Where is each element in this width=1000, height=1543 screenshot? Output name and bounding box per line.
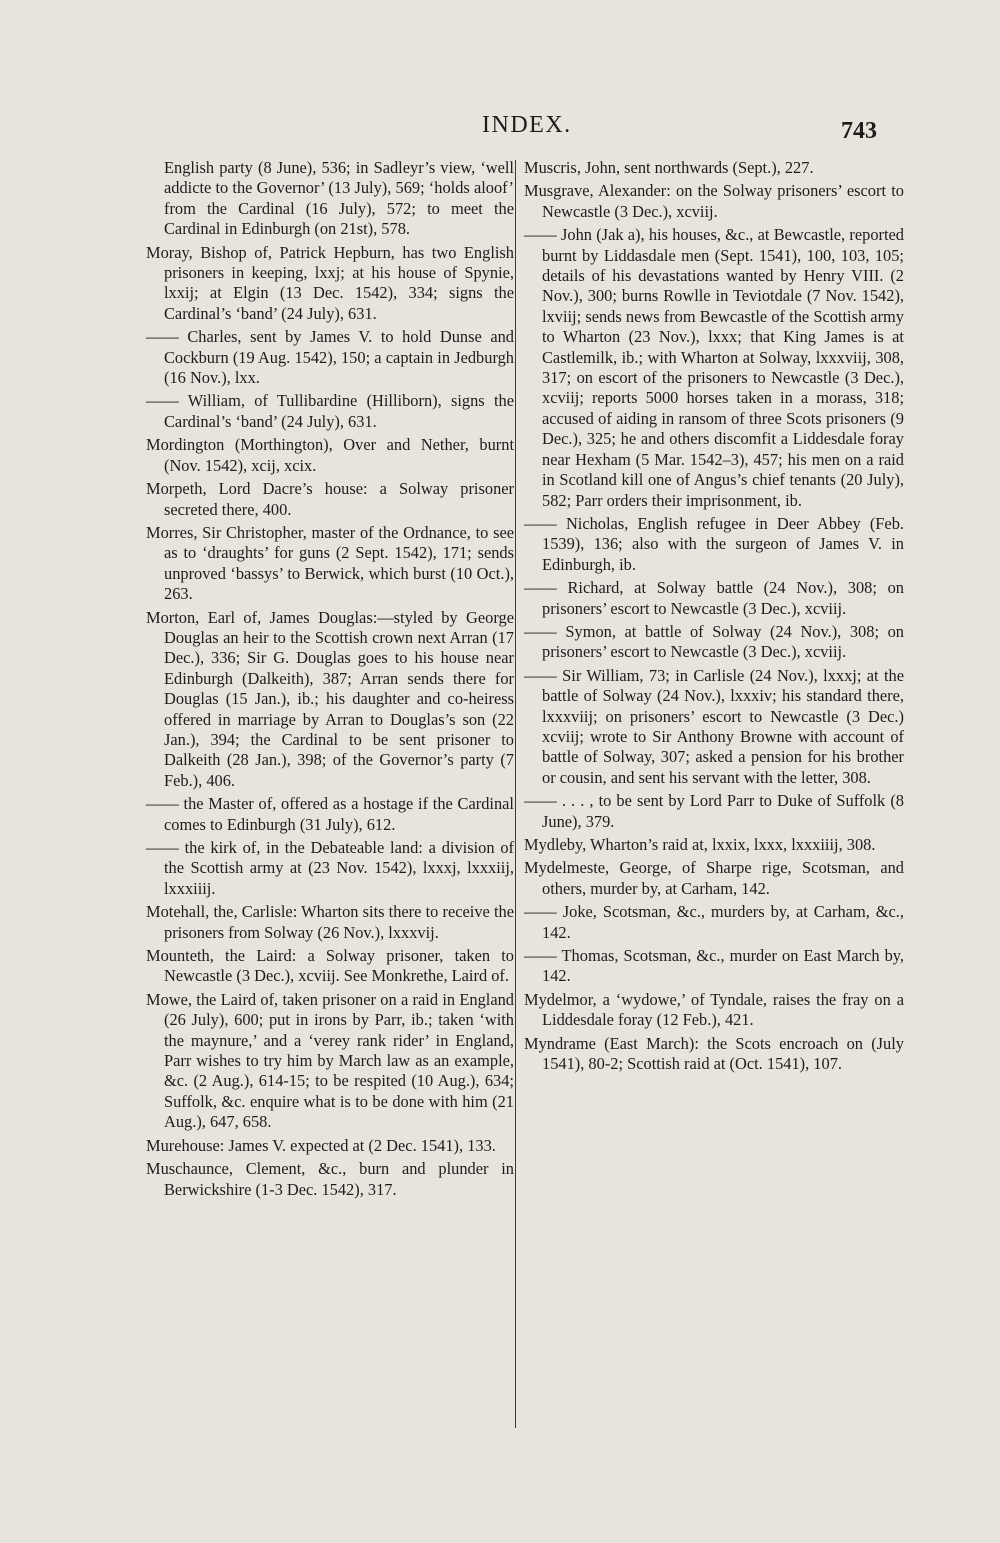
- index-entry: —— Richard, at Solway battle (24 Nov.), 308; on prisoners’ escort to Newcastle (3 Dec.), xcviij.: [524, 578, 904, 618]
- index-entry: —— John (Jak a), his houses, &c., at Bewcastle, reported burnt by Liddasdale men (Sept. 1541), 100, 103, 105; details of his devastations wanted by Henry VIII. (2 Nov.), 300; burns Rowlle in Teviotdale (7 Nov. 1542), lxviij; sends news from Bewcastle of the Scottish army to Wharton (23 Nov.), lxxx; that King James is at Castlemilk, ib.; with Wharton at Solway, lxxxviij, 308, 317; on escort of the prisoners to Newcastle (3 Dec.), xcviij; reports 5000 horses taken in a morass, 318; accused of aiding in ransom of three Scots prisoners (9 Dec.), 325; he and others discomfit a Liddesdale foray near Hexham (5 Mar. 1542–3), 457; his men on a raid in Scotland kill one of Angus’s chief tenants (20 July), 582; Parr orders their imprisonment, ib.: [524, 225, 904, 510]
- index-entry: Mydelmeste, George, of Sharpe rige, Scotsman, and others, murder by, at Carham, 142.: [524, 858, 904, 898]
- index-entry: Mydelmor, a ‘wydowe,’ of Tyndale, raises the fray on a Liddesdale foray (12 Feb.), 421.: [524, 989, 904, 1030]
- index-entry: Mordington (Morthington), Over and Nether, burnt (Nov. 1542), xcij, xcix.: [146, 435, 514, 475]
- index-entry: Morpeth, Lord Dacre’s house: a Solway prisoner secreted there, 400.: [146, 479, 514, 519]
- index-entry: Myndrame (East March): the Scots encroach on (July 1541), 80-2; Scottish raid at (Oct. 1541), 107.: [524, 1033, 904, 1074]
- index-entry: Moray, Bishop of, Patrick Hepburn, has two English prisoners in keeping, lxxj; at his house of Spynie, lxxij; at Elgin (13 Dec. 1542), 334; signs the Cardinal’s ‘band’ (24 July), 631.: [146, 242, 514, 323]
- index-entry: Mydleby, Wharton’s raid at, lxxix, lxxx, lxxxiiij, 308.: [524, 835, 876, 854]
- index-entry: —— . . . , to be sent by Lord Parr to Duke of Suffolk (8 June), 379.: [524, 791, 904, 831]
- index-entry: —— William, of Tullibardine (Hilliborn), signs the Cardinal’s ‘band’ (24 July), 631.: [146, 391, 514, 431]
- index-entry: Morton, Earl of, James Douglas:—styled by George Douglas an heir to the Scottish crown next Arran (17 Dec.), 336; Sir G. Douglas goes to his house near Edinburgh (Dalkeith), 387; Arran sends there for Douglas (15 Jan.), ib.; his daughter and co-heiress offered in marriage by Arran to Douglas’s son (22 Jan.), 394; the Cardinal to be sent prisoner to Dalkeith (28 Jan.), 398; of the Governor’s party (7 Feb.), 406.: [146, 607, 514, 790]
- index-entry: Motehall, the, Carlisle: Wharton sits there to receive the prisoners from Solway (26 Nov.), lxxxvij.: [146, 902, 514, 942]
- right-column: [524, 158, 904, 1077]
- index-entry: English party (8 June), 536; in Sadleyr’s view, ‘well addicte to the Governor’ (13 July), 569; ‘holds aloof’ from the Cardinal (16 July), 572; to meet the Cardinal in Edinburgh (on 21st), 578.: [164, 158, 514, 239]
- index-entry: Mowe, the Laird of, taken prisoner on a raid in England (26 July), 600; put in irons by Parr, ib.; taken ‘with the maynure,’ and a ‘verey rank rider’ in England, Parr wishes to try him by March law as an example, &c. (2 Aug.), 614-15; to be respited (10 Aug.), 634; Suffolk, &c. enquire what is to be done with him (21 Aug.), 647, 658.: [146, 989, 514, 1132]
- index-entry: Musgrave, Alexander: on the Solway prisoners’ escort to Newcastle (3 Dec.), xcviij.: [524, 181, 904, 221]
- running-title: INDEX.: [482, 112, 572, 138]
- index-entry: —— Nicholas, English refugee in Deer Abbey (Feb. 1539), 136; also with the surgeon of James V. in Edinburgh, ib.: [524, 513, 904, 574]
- index-entry: —— Symon, at battle of Solway (24 Nov.), 308; on prisoners’ escort to Newcastle (3 Dec.), xcviij.: [524, 621, 904, 662]
- index-entry: Muscris, John, sent northwards (Sept.), 227.: [524, 158, 814, 177]
- index-entry: Morres, Sir Christopher, master of the Ordnance, to see as to ‘draughts’ for guns (2 Sept. 1542), 171; sends unproved ‘bassys’ to Berwick, which burst (10 Oct.), 263.: [146, 522, 514, 604]
- index-entry: —— Charles, sent by James V. to hold Dunse and Cockburn (19 Aug. 1542), 150; a captain in Jedburgh (16 Nov.), lxx.: [146, 327, 514, 388]
- index-entry: Murehouse: James V. expected at (2 Dec. 1541), 133.: [146, 1135, 496, 1155]
- page-number: 743: [841, 118, 877, 144]
- index-entry: Muschaunce, Clement, &c., burn and plunder in Berwickshire (1-3 Dec. 1542), 317.: [146, 1159, 514, 1199]
- index-entry: —— Joke, Scotsman, &c., murders by, at Carham, &c., 142.: [524, 902, 904, 942]
- index-entry: —— the kirk of, in the Debateable land: a division of the Scottish army at (23 Nov. 1542), lxxxj, lxxxiij, lxxxiiij.: [146, 838, 514, 898]
- left-column: [146, 158, 514, 1203]
- index-entry: —— Sir William, 73; in Carlisle (24 Nov.), lxxxj; at the battle of Solway (24 Nov.), lxxxiv; his standard there, lxxxviij; on prisoners’ escort to Newcastle (3 Dec.) xcviij; wrote to Sir Anthony Browne with account of battle of Solway, 307; asked a pension for his brother or cousin, and sent his servant with the letter, 308.: [524, 665, 904, 787]
- index-entry: —— the Master of, offered as a hostage if the Cardinal comes to Edinburgh (31 July), 612.: [146, 794, 514, 834]
- index-entry: —— Thomas, Scotsman, &c., murder on East March by, 142.: [524, 946, 904, 986]
- page-header: [0, 108, 1000, 148]
- column-divider: [515, 160, 516, 1428]
- index-entry: Mounteth, the Laird: a Solway prisoner, taken to Newcastle (3 Dec.), xcviij. See Monkrethe, Laird of.: [146, 946, 514, 986]
